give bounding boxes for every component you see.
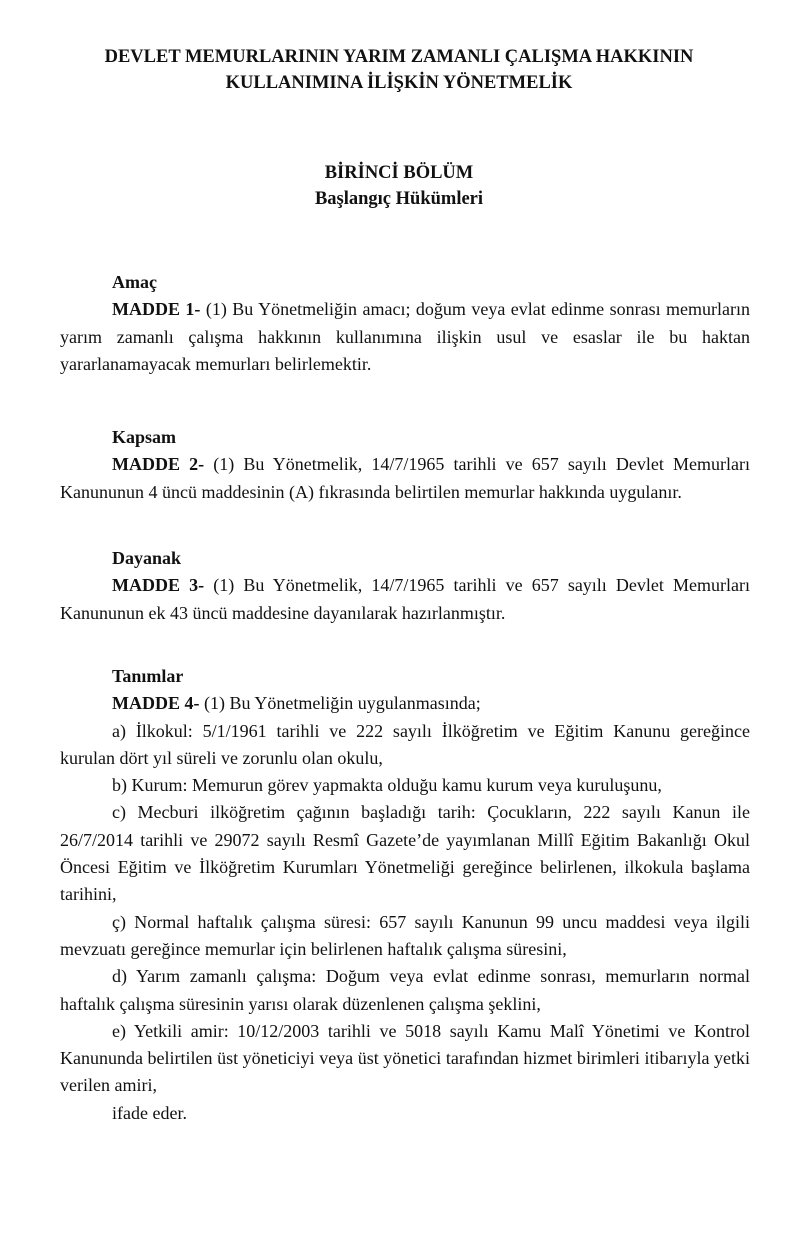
article-paragraph [60, 572, 750, 627]
section-heading: Kapsam [112, 427, 177, 447]
definition-item: c) Mecburi ilköğretim çağının başladığı tarih: Çocukların, 222 sayılı Kanun ile 26/7/2014 tarihli ve 29072 sayılı Resmî Gazete’de yayımlanan Millî Eğitim Bakanlığı Okul Öncesi Eğitim ve İlköğretim Kurumları Yönetmeliği gereğince belirlenen, ilkokula başlama tarihini, [60, 802, 750, 905]
chapter-heading [60, 160, 738, 212]
section-heading: Tanımlar [112, 666, 184, 686]
section-tanimlar [60, 663, 750, 1127]
document-title [60, 44, 738, 96]
section-heading: Dayanak [112, 548, 182, 568]
article-text: (1) Bu Yönetmeliğin amacı; doğum veya evlat edinme sonrası memurların yarım zamanlı çalışma hakkının kullanımına ilişkin usul ve esaslar ile bu haktan yararlanamayacak memurları belirlemektir. [60, 299, 750, 374]
article-label: MADDE 3- [112, 575, 205, 596]
chapter-number: BİRİNCİ BÖLÜM [324, 163, 474, 183]
section-dayanak [60, 545, 750, 627]
chapter-name: Başlangıç Hükümleri [314, 189, 484, 209]
article-text: (1) Bu Yönetmelik, 14/7/1965 tarihli ve 657 sayılı Devlet Memurları Kanununun ek 43 üncü maddesine dayanılarak hazırlanmıştır. [60, 575, 750, 623]
title-line-2: KULLANIMINA İLİŞKİN YÖNETMELİK [225, 73, 573, 93]
definition-item: a) İlkokul: 5/1/1961 tarihli ve 222 sayılı İlköğretim ve Eğitim Kanunu gereğince kurulan dört yıl süreli ve zorunlu olan okulu, [60, 720, 750, 768]
article-paragraph [60, 690, 750, 717]
section-heading: Amaç [112, 272, 157, 292]
definition-item: ç) Normal haftalık çalışma süresi: 657 sayılı Kanunun 99 uncu maddesi veya ilgili mevzuatı gereğince memurlar için belirlenen haftalık çalışma süresini, [60, 911, 750, 959]
article-label: MADDE 2- [112, 454, 205, 475]
section-amac [60, 269, 750, 378]
section-kapsam [60, 424, 750, 506]
definition-item: e) Yetkili amir: 10/12/2003 tarihli ve 5018 sayılı Kamu Malî Yönetimi ve Kontrol Kanununda belirtilen üst yöneticiyi veya üst yönetici tarafından hizmet birimleri itibarıyla yetki verilen amiri, [60, 1020, 750, 1096]
article-label: MADDE 4- [112, 693, 200, 714]
title-line-1: DEVLET MEMURLARININ YARIM ZAMANLI ÇALIŞMA HAKKININ [104, 47, 694, 67]
article-label: MADDE 1- [112, 299, 201, 320]
article-text: (1) Bu Yönetmelik, 14/7/1965 tarihli ve 657 sayılı Devlet Memurları Kanununun 4 üncü maddesinin (A) fıkrasında belirtilen memurlar hakkında uygulanır. [60, 454, 750, 502]
definition-item: b) Kurum: Memurun görev yapmakta olduğu kamu kurum veya kuruluşunu, [112, 775, 662, 796]
closing-text: ifade eder. [112, 1102, 187, 1123]
article-paragraph [60, 296, 750, 378]
article-text: (1) Bu Yönetmeliğin uygulanmasında; [204, 693, 481, 714]
definition-item: d) Yarım zamanlı çalışma: Doğum veya evlat edinme sonrası, memurların normal haftalık çalışma süresinin yarısı olarak düzenlenen çalışma şeklini, [60, 966, 750, 1014]
article-paragraph [60, 451, 750, 506]
